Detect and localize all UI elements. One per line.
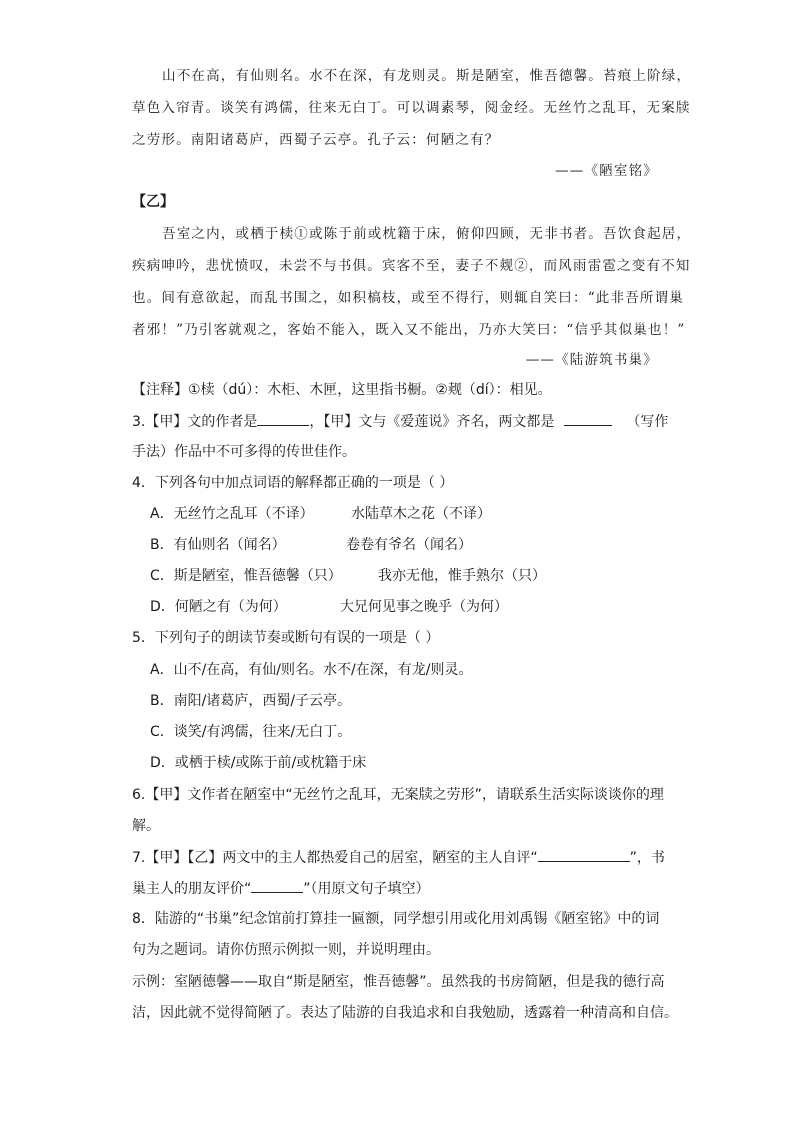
question-8-example-line-2: 洁，因此就不觉得简陋了。表达了陆游的自我追求和自我勉励，透露着一种清高和自信。	[132, 1005, 678, 1021]
q5-option-a: A．山不/在高，有仙/则名。水不/在深，有龙/则灵。	[150, 662, 473, 678]
q4-option-a-right: 水陆草木之花（不译）	[351, 506, 491, 522]
yi-line-2: 疾病呻吟，悲忧愤叹，未尝不与书俱。宾客不至，妻子不觌②，而风雨雷雹之变有不知	[132, 258, 691, 274]
q3-text-c: （写作	[626, 414, 669, 430]
q4-option-b-right: 卷卷有爷名（闻名）	[346, 537, 472, 553]
q5-option-b: B．南阳/诸葛庐，西蜀/子云亭。	[150, 693, 352, 709]
question-5-stem: 5．下列句子的朗读节奏或断句有误的一项是（ ）	[132, 630, 440, 646]
question-7-line-2	[132, 878, 430, 899]
q3-blank-technique[interactable]	[564, 411, 612, 426]
q4-option-c-right: 我亦无他，惟手熟尔（只）	[378, 568, 546, 584]
question-6-line-2: 解。	[132, 818, 160, 834]
q4-option-d-right: 大兄何见事之晚乎（为何）	[340, 599, 508, 615]
jia-line-2: 草色入帘青。谈笑有鸿儒，往来无白丁。可以调素琴，阅金经。无丝竹之乱耳，无案牍	[132, 100, 691, 116]
q7-text-a: 7.【甲】【乙】两文中的主人都热爱自己的居室，陋室的主人自评“	[132, 850, 538, 866]
annotation-note: 【注释】①椟（dú）：木柜、木匣，这里指书橱。②觌（dí）：相见。	[132, 382, 552, 398]
yi-source: ——《陆游筑书巢》	[525, 352, 658, 368]
q7-text-b: ”，书	[629, 850, 665, 866]
yi-line-3: 也。间有意欲起，而乱书围之，如积槁枝，或至不得行，则辄自笑曰：“此非吾所谓巢	[132, 290, 685, 306]
question-6-line-1: 6.【甲】文作者在陋室中“无丝竹之乱耳，无案牍之劳形”，请联系生活实际谈谈你的理	[132, 787, 664, 803]
q3-text-a: 3.【甲】文的作者是	[132, 414, 258, 430]
question-8-line-2: 句为之题词。请你仿照示例拟一则，并说明理由。	[132, 942, 440, 958]
q4-option-a-left: A．无丝竹之乱耳（不译）	[150, 506, 314, 522]
q7-blank-self-review[interactable]	[538, 847, 630, 862]
question-8-line-1: 8．陆游的“书巢”纪念馆前打算挂一匾额，同学想引用或化用刘禹锡《陋室铭》中的词	[132, 911, 660, 927]
q3-text-b: ，【甲】文与《爱莲说》齐名，两文都是	[309, 414, 555, 430]
question-3	[132, 411, 668, 432]
question-4-stem: 4．下列各句中加点词语的解释都正确的一项是（ ）	[132, 475, 454, 491]
q5-option-c: C．谈笑/有鸿儒，往来/无白丁。	[150, 724, 352, 740]
jia-source: ——《陋室铭》	[555, 163, 658, 179]
q3-line-2: 手法）作品中不可多得的传世佳作。	[132, 444, 356, 460]
yi-line-4: 者邪！”乃引客就观之，客始不能入，既入又不能出，乃亦大笑曰：“信乎其似巢也！”	[132, 322, 686, 338]
yi-tag: 【乙】	[132, 194, 174, 210]
question-7-line-1	[132, 847, 665, 868]
q5-option-d: D．或栖于椟/或陈于前/或枕籍于床	[150, 755, 367, 771]
q7-text-c: 巢主人的朋友评价“	[132, 881, 252, 897]
question-8-example-line-1: 示例：室陋德馨——取自“斯是陋室，惟吾德馨”。虽然我的书房简陋，但是我的德行高	[132, 974, 665, 990]
q7-text-d: ”（用原文句子填空）	[303, 881, 430, 897]
q4-option-b-left: B．有仙则名（闻名）	[150, 537, 286, 553]
q4-option-d-left: D．何陋之有（为何）	[150, 599, 287, 615]
jia-line-3: 之劳形。南阳诸葛庐，西蜀子云亭。孔子云：何陋之有？	[132, 132, 500, 148]
q3-blank-author[interactable]	[257, 411, 309, 426]
q4-option-c-left: C．斯是陋室，惟吾德馨（只）	[150, 568, 342, 584]
yi-line-1: 吾室之内，或栖于椟①或陈于前或枕籍于床，俯仰四顾，无非书者。吾饮食起居，	[162, 226, 692, 242]
q7-blank-friend-review[interactable]	[251, 878, 303, 893]
jia-line-1: 山不在高，有仙则名。水不在深，有龙则灵。斯是陋室，惟吾德馨。苔痕上阶绿，	[162, 68, 692, 84]
